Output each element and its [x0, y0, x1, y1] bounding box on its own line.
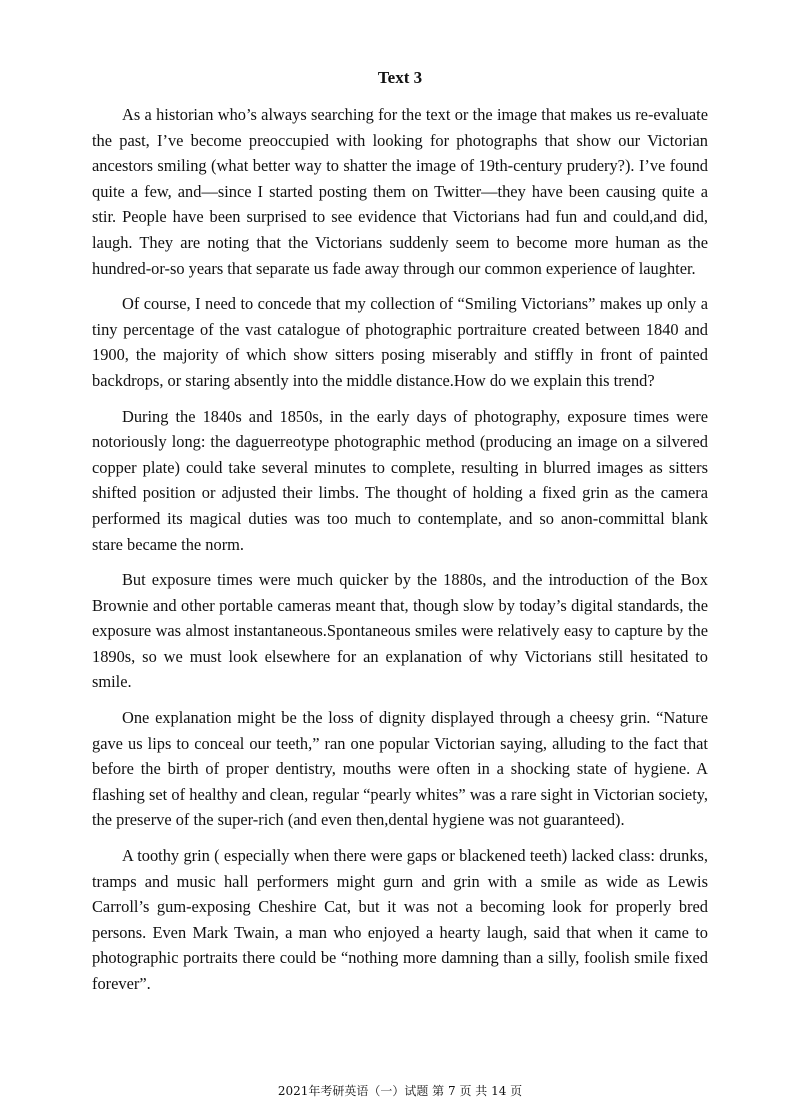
- paragraph-2: Of course, I need to concede that my collection of “Smiling Victorians” makes up only a tiny percentage of the vast catalogue of photographic portraiture created between 1840 and 1900, the majority of which show sitters posing miserably and stiffly in front of painted backdrops, or staring absently into the middle distance.How do we explain this trend?: [92, 294, 708, 390]
- paragraph-4: But exposure times were much quicker by the 1880s, and the introduction of the Box Brownie and other portable cameras meant that, though slow by today’s digital standards, the exposure was almost instantaneous.Spontaneous smiles were relatively easy to capture by the 1890s, so we must look elsewhere for an explanation of why Victorians still hesitated to smile.: [92, 570, 708, 692]
- article-body: [92, 102, 708, 1007]
- paragraph-1: As a historian who’s always searching for the text or the image that makes us re-evaluate the past, I’ve become preoccupied with looking for photographs that show our Victorian ancestors smiling (what better way to shatter the image of 19th-century prudery?). I’ve found quite a few, and—since I started posting them on Twitter—they have been causing quite a stir. People have been surprised to see evidence that Victorians had fun and could,and did, laugh. They are noting that the Victorians suddenly seem to become more human as the hundred-or-so years that separate us fade away through our common experience of laughter.: [92, 105, 708, 278]
- paragraph-5: One explanation might be the loss of dignity displayed through a cheesy grin. “Nature gave us lips to conceal our teeth,” ran one popular Victorian saying, alluding to the fact that before the birth of proper dentistry, mouths were often in a shocking state of hygiene. A flashing set of healthy and clean, regular “pearly whites” was a rare sight in Victorian society, the preserve of the super-rich (and even then,dental hygiene was not guaranteed).: [92, 708, 708, 830]
- page-footer: 2021年考研英语（一）试题 第 7 页 共 14 页: [277, 1084, 523, 1098]
- paragraph-3: During the 1840s and 1850s, in the early days of photography, exposure times were notoriously long: the daguerreotype photographic method (producing an image on a silvered copper plate) could take several minutes to complete, resulting in blurred images as sitters shifted position or adjusted their limbs. The thought of holding a fixed grin as the camera performed its magical duties was too much to contemplate, and so anon-committal blank stare became the norm.: [92, 406, 708, 554]
- text-title: Text 3: [377, 68, 423, 87]
- paragraph-6: A toothy grin ( especially when there were gaps or blackened teeth) lacked class: drunks, tramps and music hall performers might gurn and grin with a smile as wide as Lewis Carroll’s gum-exposing Cheshire Cat, but it was not a becoming look for properly bred persons. Even Mark Twain, a man who enjoyed a hearty laugh, said that when it came to photographic portraits there could be “nothing more damning than a silly, foolish smile fixed forever”.: [92, 846, 708, 993]
